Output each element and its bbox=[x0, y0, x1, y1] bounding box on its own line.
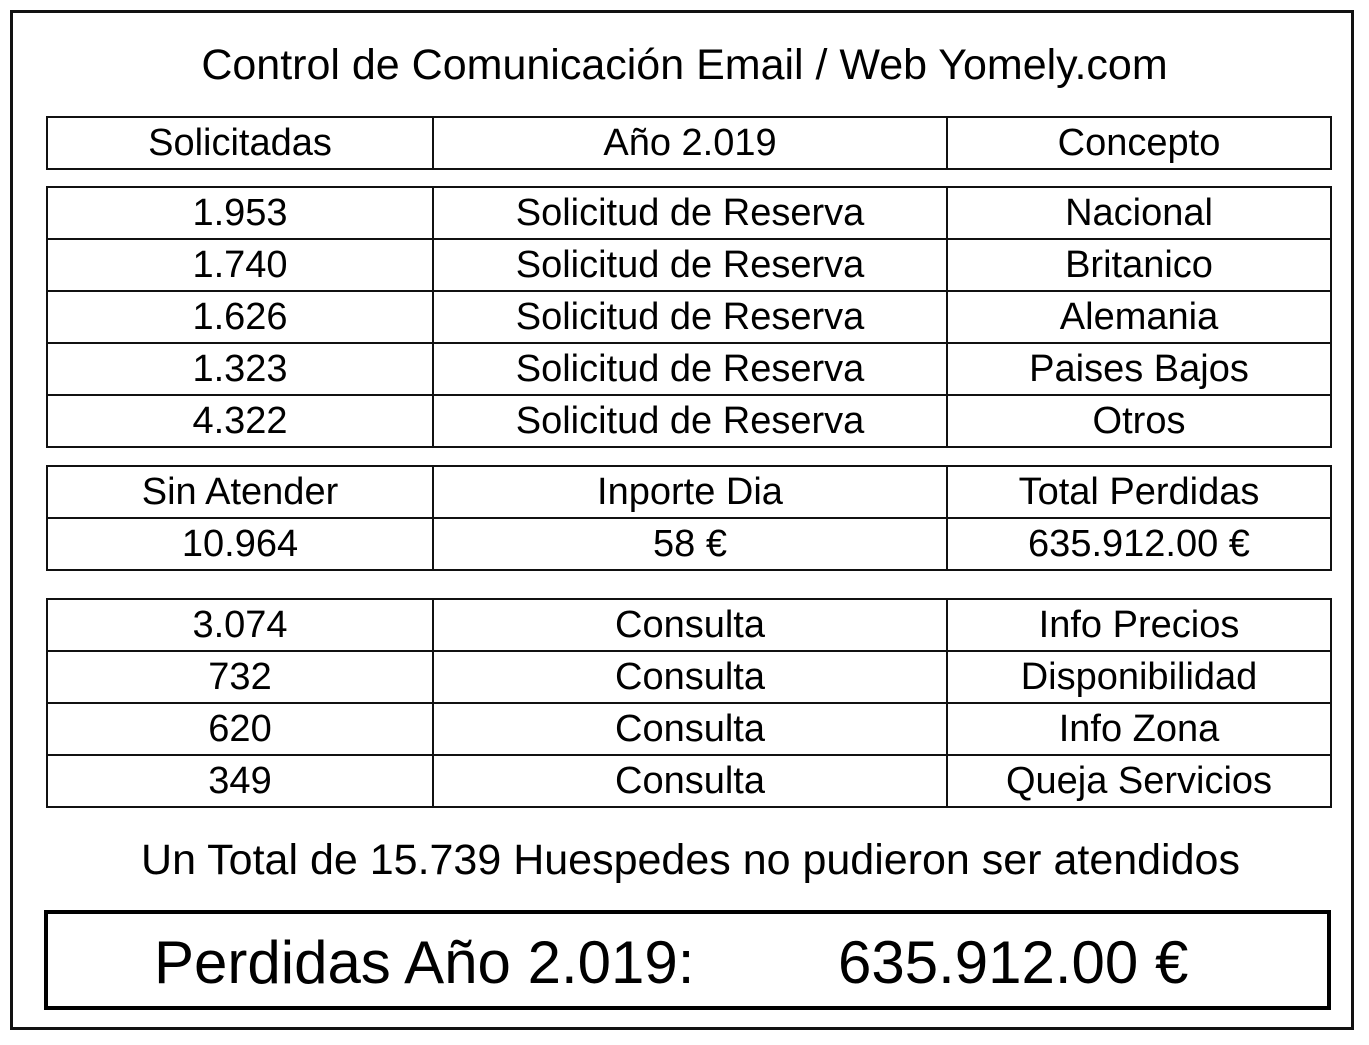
consulta-solicitadas: 3.074 bbox=[47, 599, 433, 651]
reserva-tipo: Solicitud de Reserva bbox=[433, 239, 947, 291]
consulta-solicitadas: 620 bbox=[47, 703, 433, 755]
table-row bbox=[47, 599, 1331, 651]
header-table bbox=[46, 116, 1332, 170]
consulta-tipo: Consulta bbox=[433, 599, 947, 651]
consulta-concepto: Queja Servicios bbox=[947, 755, 1331, 807]
table-row bbox=[47, 755, 1331, 807]
consulta-concepto: Info Precios bbox=[947, 599, 1331, 651]
reserva-solicitadas: 1.740 bbox=[47, 239, 433, 291]
consulta-concepto: Info Zona bbox=[947, 703, 1331, 755]
table-row bbox=[47, 291, 1331, 343]
consulta-solicitadas: 349 bbox=[47, 755, 433, 807]
reserva-solicitadas: 1.953 bbox=[47, 187, 433, 239]
reserva-tipo: Solicitud de Reserva bbox=[433, 395, 947, 447]
consultas-table bbox=[46, 598, 1332, 808]
perdidas-values-row bbox=[47, 518, 1331, 570]
sin-atender-value: 10.964 bbox=[47, 518, 433, 570]
importe-dia-value: 58 € bbox=[433, 518, 947, 570]
total-label: Perdidas Año 2.019: bbox=[154, 929, 695, 996]
perdidas-header-row bbox=[47, 466, 1331, 518]
reserva-solicitadas: 1.323 bbox=[47, 343, 433, 395]
reserva-tipo: Solicitud de Reserva bbox=[433, 187, 947, 239]
consulta-tipo: Consulta bbox=[433, 703, 947, 755]
header-importe-dia: Inporte Dia bbox=[433, 466, 947, 518]
reserva-solicitadas: 4.322 bbox=[47, 395, 433, 447]
reserva-concepto: Paises Bajos bbox=[947, 343, 1331, 395]
reservas-table bbox=[46, 186, 1332, 448]
reserva-concepto: Britanico bbox=[947, 239, 1331, 291]
header-anio: Año 2.019 bbox=[433, 117, 947, 169]
reserva-solicitadas: 1.626 bbox=[47, 291, 433, 343]
table-row bbox=[47, 343, 1331, 395]
reserva-tipo: Solicitud de Reserva bbox=[433, 343, 947, 395]
page-title: Control de Comunicación Email / Web Yomely.com bbox=[201, 41, 1168, 89]
reserva-concepto: Otros bbox=[947, 395, 1331, 447]
total-perdidas-value: 635.912.00 € bbox=[947, 518, 1331, 570]
consulta-solicitadas: 732 bbox=[47, 651, 433, 703]
header-row bbox=[47, 117, 1331, 169]
reserva-tipo: Solicitud de Reserva bbox=[433, 291, 947, 343]
header-solicitadas: Solicitadas bbox=[47, 117, 433, 169]
consulta-tipo: Consulta bbox=[433, 651, 947, 703]
header-total-perdidas: Total Perdidas bbox=[947, 466, 1331, 518]
table-row bbox=[47, 651, 1331, 703]
table-row bbox=[47, 187, 1331, 239]
reserva-concepto: Alemania bbox=[947, 291, 1331, 343]
consulta-tipo: Consulta bbox=[433, 755, 947, 807]
perdidas-table bbox=[46, 465, 1332, 571]
consulta-concepto: Disponibilidad bbox=[947, 651, 1331, 703]
table-row bbox=[47, 703, 1331, 755]
table-row bbox=[47, 239, 1331, 291]
header-sin-atender: Sin Atender bbox=[47, 466, 433, 518]
total-value: 635.912.00 € bbox=[838, 929, 1189, 996]
reserva-concepto: Nacional bbox=[947, 187, 1331, 239]
table-row bbox=[47, 395, 1331, 447]
summary-text: Un Total de 15.739 Huespedes no pudieron ser atendidos bbox=[141, 836, 1240, 884]
total-box bbox=[44, 910, 1331, 1010]
header-concepto: Concepto bbox=[947, 117, 1331, 169]
